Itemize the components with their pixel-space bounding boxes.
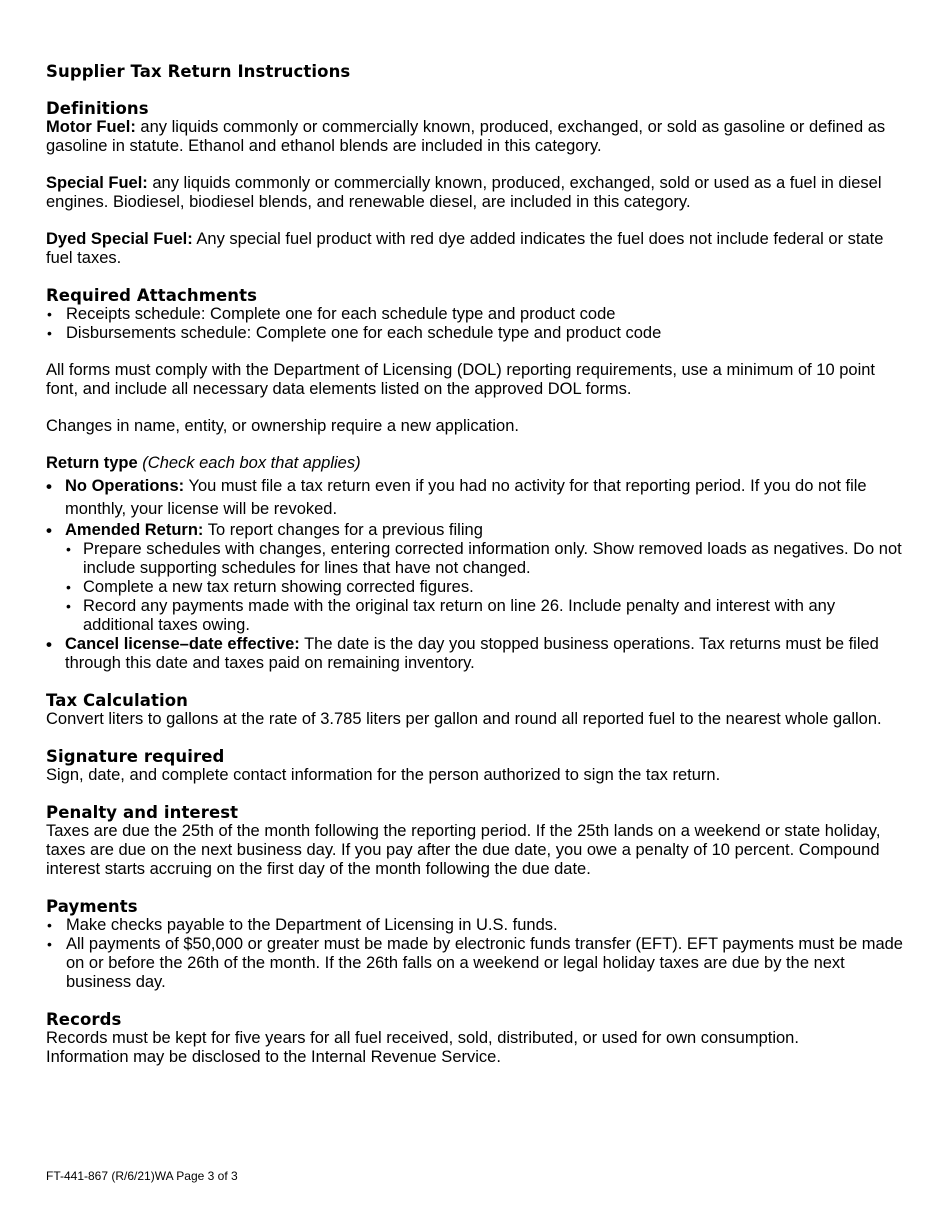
return-type-no-operations: • No Operations: You must file a tax return even if you had no activity for that reporting period. If you do not file monthly, your license will be revoked. xyxy=(46,475,906,521)
list-item: • Make checks payable to the Department of Licensing in U.S. funds. xyxy=(46,916,906,935)
signature-heading: Signature required xyxy=(46,747,225,766)
page-title: Supplier Tax Return Instructions xyxy=(46,62,351,81)
records-heading: Records xyxy=(46,1010,122,1029)
page-footer: FT-441-867 (R/6/21)WA Page 3 of 3 xyxy=(46,1169,238,1183)
return-type-label: Return type (Check each box that applies) xyxy=(46,454,361,472)
penalty-heading: Penalty and interest xyxy=(46,803,239,822)
amended-sublist xyxy=(65,540,906,635)
tax-calculation-text: Convert liters to gallons at the rate of 3.785 liters per gallon and round all reported fuel to the nearest whole gallon. xyxy=(46,710,882,728)
definition-motor-fuel: Motor Fuel: any liquids commonly or commercially known, produced, exchanged, or sold as gasoline or defined as gasoline in statute. Ethanol and ethanol blends are included in this category. xyxy=(46,118,886,155)
list-item: • Prepare schedules with changes, entering corrected information only. Show removed loads as negatives. Do not include supporting schedules for lines that have not changed. xyxy=(65,540,906,578)
signature-text: Sign, date, and complete contact information for the person authorized to sign the tax return. xyxy=(46,766,721,784)
changes-note: Changes in name, entity, or ownership require a new application. xyxy=(46,417,519,435)
return-type-cancel-license: • Cancel license–date effective: The date is the day you stopped business operations. Tax returns must be filed through this date and taxes paid on remaining inventory. xyxy=(46,635,906,673)
payments-list xyxy=(46,916,906,992)
list-item: • Complete a new tax return showing corrected figures. xyxy=(65,578,906,597)
payments-heading: Payments xyxy=(46,897,138,916)
compliance-note: All forms must comply with the Department of Licensing (DOL) reporting requirements, use a minimum of 10 point font, and include all necessary data elements listed on the approved DOL forms. xyxy=(46,361,876,398)
records-line: Records must be kept for five years for all fuel received, sold, distributed, or used for own consumption. xyxy=(46,1029,799,1047)
list-item: • Record any payments made with the original tax return on line 26. Include penalty and interest with any additional taxes owing. xyxy=(65,597,906,635)
penalty-text: Taxes are due the 25th of the month following the reporting period. If the 25th lands on a weekend or state holiday, taxes are due on the next business day. If you pay after the due date, you owe a penalty of 10 percent. Compound interest starts accruing on the first day of the month following the due date. xyxy=(46,822,881,878)
return-type-list xyxy=(46,475,906,673)
records-line: Information may be disclosed to the Internal Revenue Service. xyxy=(46,1048,501,1066)
required-attachments-heading: Required Attachments xyxy=(46,286,258,305)
definition-dyed-special-fuel: Dyed Special Fuel: Any special fuel product with red dye added indicates the fuel does not include federal or state fuel taxes. xyxy=(46,230,884,267)
tax-calculation-heading: Tax Calculation xyxy=(46,691,188,710)
definition-special-fuel: Special Fuel: any liquids commonly or commercially known, produced, exchanged, sold or used as a fuel in diesel engines. Biodiesel, biodiesel blends, and renewable diesel, are included in this category. xyxy=(46,174,882,211)
return-type-amended: • Amended Return: To report changes for a previous filing • Prepare schedules with changes, entering corrected information only. Show removed loads as negatives. Do not include supporting schedules for lines that have not changed. • Complete a new tax return showing corrected figures. • Record any payments made with the original tax return on line 26. Include penalty and interest with any additional taxes owing. xyxy=(46,521,906,635)
list-item: • Disbursements schedule: Complete one for each schedule type and product code xyxy=(46,324,906,343)
instructions-page xyxy=(46,62,906,1067)
definitions-heading: Definitions xyxy=(46,99,149,118)
attachments-list xyxy=(46,305,906,343)
list-item: • Receipts schedule: Complete one for each schedule type and product code xyxy=(46,305,906,324)
list-item: • All payments of $50,000 or greater must be made by electronic funds transfer (EFT). EFT payments must be made on or before the 26th of the month. If the 26th falls on a weekend or legal holiday taxes are due by the next business day. xyxy=(46,935,906,992)
